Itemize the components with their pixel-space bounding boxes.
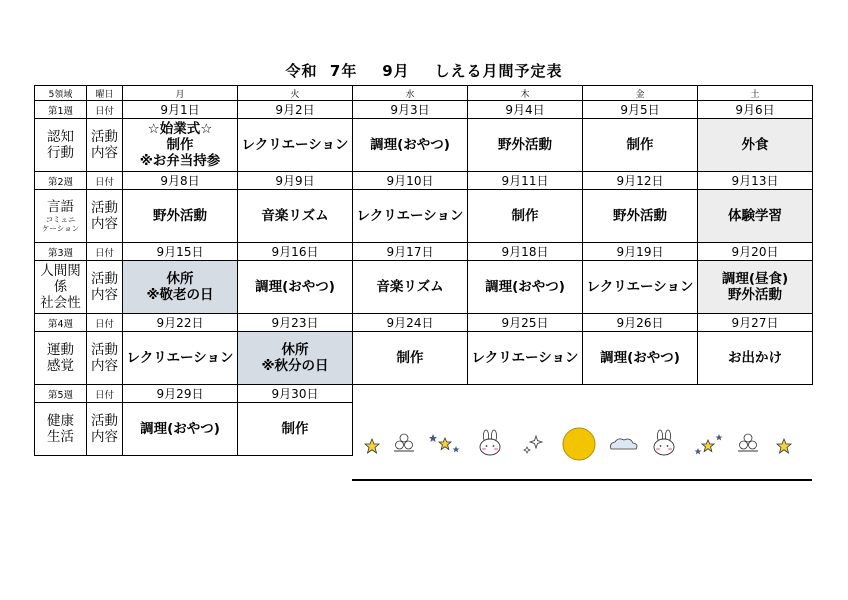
date-cell: 9月15日 [123, 243, 238, 261]
date-row [35, 385, 813, 403]
day-mon: 月 [123, 86, 238, 101]
activity-cell: 制作 [238, 403, 353, 456]
activity-row [35, 261, 813, 314]
activity-cell: 制作 [583, 119, 698, 172]
day-tue: 火 [238, 86, 353, 101]
activity-tag: 活動 内容 [87, 403, 123, 456]
date-cell: 9月13日 [698, 172, 813, 190]
activity-cell: 外食 [698, 119, 813, 172]
activity-cell: 制作 [353, 332, 468, 385]
week-label: 第1週 [35, 101, 87, 119]
date-tag: 日付 [87, 385, 123, 403]
sparkle-icon [524, 436, 542, 453]
date-tag: 日付 [87, 172, 123, 190]
holiday-cell: 休所 ※秋分の日 [238, 332, 353, 385]
date-row [35, 314, 813, 332]
date-row [35, 101, 813, 119]
date-cell: 9月19日 [583, 243, 698, 261]
date-cell: 9月12日 [583, 172, 698, 190]
activity-tag: 活動 内容 [87, 119, 123, 172]
activity-tag: 活動 内容 [87, 190, 123, 243]
rabbit-icon [480, 430, 500, 455]
rabbit-icon [654, 430, 674, 455]
week-label: 第3週 [35, 243, 87, 261]
week-label: 第2週 [35, 172, 87, 190]
date-cell: 9月8日 [123, 172, 238, 190]
date-tag: 日付 [87, 314, 123, 332]
dango-icon [738, 434, 758, 451]
date-cell: 9月23日 [238, 314, 353, 332]
date-cell: 9月11日 [468, 172, 583, 190]
activity-cell: 調理(昼食) 野外活動 [698, 261, 813, 314]
date-cell: 9月16日 [238, 243, 353, 261]
activity-cell: レクリエーション [468, 332, 583, 385]
date-row [35, 172, 813, 190]
activity-cell: レクリエーション [583, 261, 698, 314]
activity-cell: 音楽リズム [238, 190, 353, 243]
date-cell: 9月22日 [123, 314, 238, 332]
header-row [35, 86, 813, 101]
area-label: 人間関係 社会性 [35, 261, 87, 314]
date-cell: 9月10日 [353, 172, 468, 190]
area-label: 認知 行動 [35, 119, 87, 172]
date-cell: 9月26日 [583, 314, 698, 332]
activity-cell: 野外活動 [583, 190, 698, 243]
schedule-table [34, 85, 813, 456]
date-tag: 日付 [87, 101, 123, 119]
week-label: 第4週 [35, 314, 87, 332]
activity-row [35, 119, 813, 172]
area-label: 健康 生活 [35, 403, 87, 456]
date-cell: 9月4日 [468, 101, 583, 119]
date-cell: 9月20日 [698, 243, 813, 261]
stars-icon [429, 434, 460, 453]
activity-cell: 調理(おやつ) [468, 261, 583, 314]
day-sat: 土 [698, 86, 813, 101]
date-cell: 9月18日 [468, 243, 583, 261]
activity-cell: 調理(おやつ) [123, 403, 238, 456]
date-cell: 9月29日 [123, 385, 238, 403]
activity-cell: 調理(おやつ) [583, 332, 698, 385]
date-cell: 9月24日 [353, 314, 468, 332]
activity-row [35, 332, 813, 385]
activity-cell: 野外活動 [123, 190, 238, 243]
activity-cell: レクリエーション [353, 190, 468, 243]
activity-cell: 調理(おやつ) [238, 261, 353, 314]
activity-tag: 活動 内容 [87, 332, 123, 385]
moon-icon [563, 428, 595, 460]
activity-cell: 野外活動 [468, 119, 583, 172]
date-cell: 9月9日 [238, 172, 353, 190]
holiday-cell: 休所 ※敬老の日 [123, 261, 238, 314]
activity-cell: ☆始業式☆ 制作 ※お弁当持参 [123, 119, 238, 172]
date-cell: 9月6日 [698, 101, 813, 119]
area-header: 5領域 [35, 86, 87, 101]
activity-cell: レクリエーション [123, 332, 238, 385]
day-header: 曜日 [87, 86, 123, 101]
date-cell: 9月5日 [583, 101, 698, 119]
date-tag: 日付 [87, 243, 123, 261]
activity-cell: お出かけ [698, 332, 813, 385]
activity-cell: レクリエーション [238, 119, 353, 172]
day-thu: 木 [468, 86, 583, 101]
week-label: 第5週 [35, 385, 87, 403]
date-cell: 9月1日 [123, 101, 238, 119]
date-cell: 9月2日 [238, 101, 353, 119]
date-cell: 9月25日 [468, 314, 583, 332]
day-wed: 水 [353, 86, 468, 101]
area-label: 運動 感覚 [35, 332, 87, 385]
area-label: 言語 コミュニ ケーション [35, 190, 87, 243]
date-cell: 9月27日 [698, 314, 813, 332]
activity-cell: 体験学習 [698, 190, 813, 243]
activity-cell: 音楽リズム [353, 261, 468, 314]
activity-cell: 調理(おやつ) [353, 119, 468, 172]
page-title: 令和 7年 9月 しえる月間予定表 [285, 62, 563, 80]
star-icon [777, 439, 791, 453]
day-fri: 金 [583, 86, 698, 101]
date-cell: 9月30日 [238, 385, 353, 403]
star-icon [365, 439, 379, 453]
activity-cell: 制作 [468, 190, 583, 243]
cloud-icon [611, 439, 638, 449]
activity-tag: 活動 内容 [87, 261, 123, 314]
activity-row [35, 190, 813, 243]
tsukimi-decoration [352, 420, 812, 480]
dango-icon [394, 434, 414, 451]
date-cell: 9月3日 [353, 101, 468, 119]
stars-icon [695, 434, 723, 455]
date-row [35, 243, 813, 261]
date-cell: 9月17日 [353, 243, 468, 261]
